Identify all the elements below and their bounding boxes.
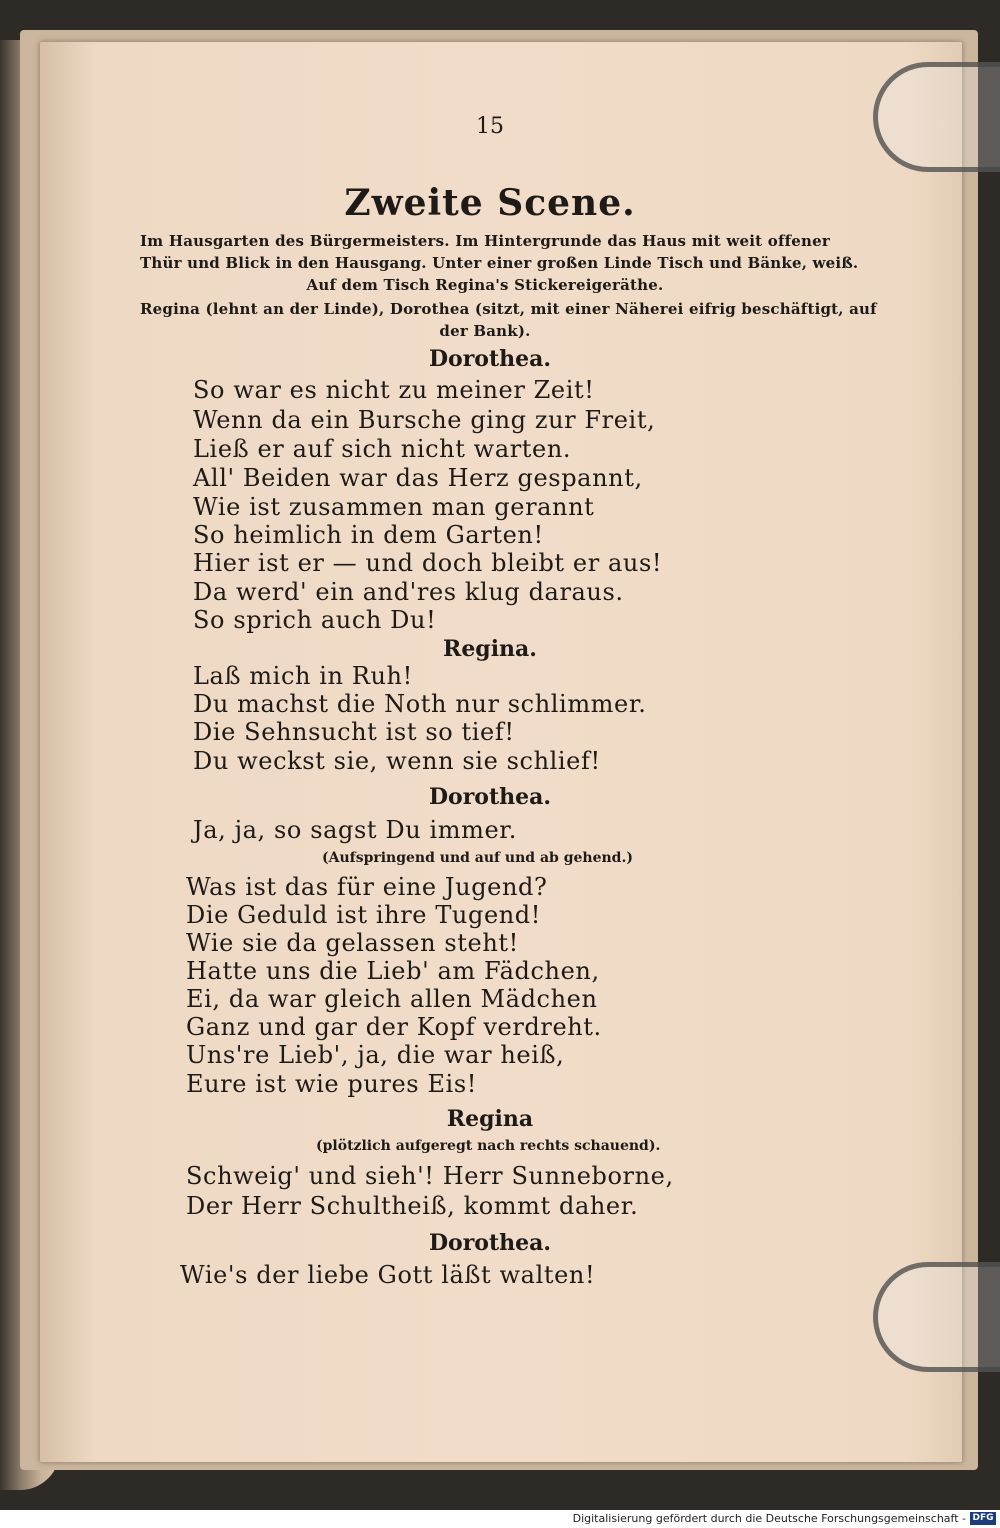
scene-title: Zweite Scene. xyxy=(344,182,636,224)
speaker-name: Regina xyxy=(446,1106,534,1132)
stage-direction-line: Regina (lehnt an der Linde), Dorothea (sitzt, mit einer Näherei eifrig beschäftigt, auf xyxy=(140,300,877,318)
verse-line: Wie sie da gelassen steht! xyxy=(186,929,519,957)
dfg-logo: DFG xyxy=(970,1512,996,1525)
stage-direction-line: Im Hausgarten des Bürgermeisters. Im Hintergrunde das Haus mit weit offener xyxy=(140,232,830,250)
stage-direction-line: der Bank). xyxy=(439,322,531,340)
verse-line: Die Sehnsucht ist so tief! xyxy=(193,718,515,746)
verse-line: Laß mich in Ruh! xyxy=(193,662,413,690)
verse-line: Wie's der liebe Gott läßt walten! xyxy=(180,1261,596,1289)
funding-credit: Digitalisierung gefördert durch die Deutsche Forschungsgemeinschaft - xyxy=(572,1512,966,1525)
verse-line: So war es nicht zu meiner Zeit! xyxy=(193,376,595,404)
verse-line: Schweig' und sieh'! Herr Sunneborne, xyxy=(186,1162,674,1190)
verse-line: Ließ er auf sich nicht warten. xyxy=(193,435,572,463)
verse-line: Hier ist er — und doch bleibt er aus! xyxy=(193,549,663,577)
verse-line: Was ist das für eine Jugend? xyxy=(186,873,548,901)
stage-direction-line: Thür und Blick in den Hausgang. Unter einer großen Linde Tisch und Bänke, weiß. xyxy=(140,254,859,272)
digitization-footer xyxy=(0,1510,1000,1528)
verse-line: All' Beiden war das Herz gespannt, xyxy=(193,464,643,492)
verse-line: Uns're Lieb', ja, die war heiß, xyxy=(186,1041,565,1069)
speaker-name: Dorothea. xyxy=(428,346,552,372)
verse-line: Ei, da war gleich allen Mädchen xyxy=(186,985,598,1013)
speaker-name: Regina. xyxy=(443,636,537,662)
verse-line: So heimlich in dem Garten! xyxy=(193,521,544,549)
verse-line: So sprich auch Du! xyxy=(193,606,437,634)
speaker-name: Dorothea. xyxy=(428,784,552,810)
stage-direction-inline: (plötzlich aufgeregt nach rechts schauend). xyxy=(316,1138,661,1154)
verse-line: Ja, ja, so sagst Du immer. xyxy=(193,816,517,844)
verse-line: Hatte uns die Lieb' am Fädchen, xyxy=(186,957,600,985)
stage-direction-line: Auf dem Tisch Regina's Stickereigeräthe. xyxy=(306,276,664,294)
verse-line: Wie ist zusammen man gerannt xyxy=(193,493,595,521)
verse-line: Du weckst sie, wenn sie schlief! xyxy=(193,747,601,775)
verse-line: Eure ist wie pures Eis! xyxy=(186,1070,477,1098)
speaker-name: Dorothea. xyxy=(428,1230,552,1256)
verse-line: Ganz und gar der Kopf verdreht. xyxy=(186,1013,602,1041)
page-number: 15 xyxy=(476,114,504,139)
verse-line: Die Geduld ist ihre Tugend! xyxy=(186,901,542,929)
stage-direction-inline: (Aufspringend und auf und ab gehend.) xyxy=(322,850,633,866)
verse-line: Da werd' ein and'res klug daraus. xyxy=(193,578,624,606)
verse-line: Der Herr Schultheiß, kommt daher. xyxy=(186,1192,639,1220)
verse-line: Du machst die Noth nur schlimmer. xyxy=(193,690,647,718)
verse-line: Wenn da ein Bursche ging zur Freit, xyxy=(193,406,656,434)
